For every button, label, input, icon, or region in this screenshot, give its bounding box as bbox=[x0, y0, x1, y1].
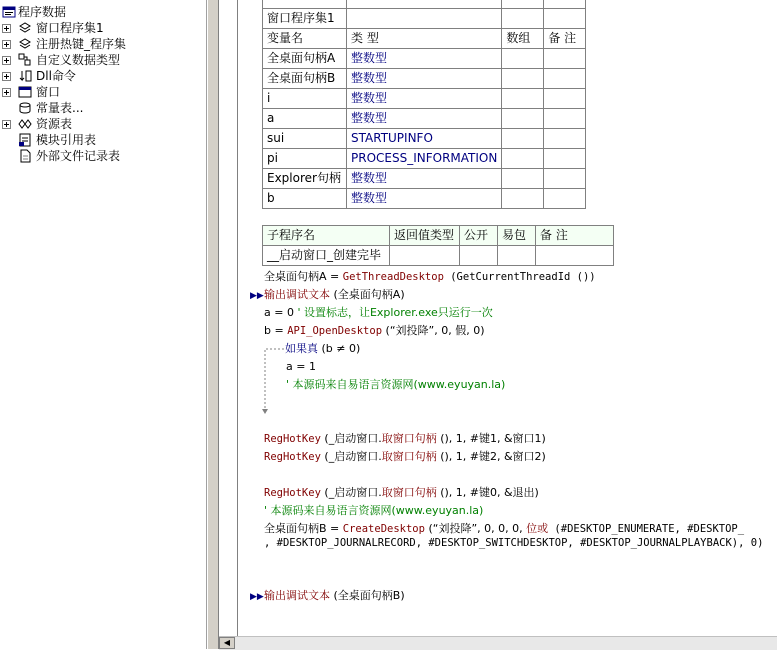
tree-item-label: 自定义数据类型 bbox=[36, 53, 121, 67]
resource-icon bbox=[18, 117, 32, 131]
table-row[interactable] bbox=[263, 189, 586, 209]
col-type: 类 型 bbox=[347, 29, 502, 49]
var-type[interactable]: STARTUPINFO bbox=[347, 129, 502, 149]
expand-icon[interactable] bbox=[2, 88, 11, 97]
var-name[interactable]: Explorer句柄 bbox=[263, 169, 347, 189]
table-row[interactable] bbox=[263, 49, 586, 69]
expand-icon[interactable] bbox=[2, 120, 11, 129]
tree-item-window[interactable] bbox=[2, 84, 202, 100]
col-return-type: 返回值类型 bbox=[390, 226, 460, 246]
col-sub-name: 子程序名 bbox=[263, 226, 390, 246]
window-icon bbox=[18, 85, 32, 99]
code-line[interactable]: RegHotKey (_启动窗口.取窗口句柄 (), 1, #键1, &窗口1) bbox=[264, 432, 546, 445]
datatype-icon bbox=[18, 53, 32, 67]
table-row[interactable] bbox=[263, 246, 614, 266]
expand-icon[interactable] bbox=[2, 24, 11, 33]
constant-icon bbox=[18, 101, 32, 115]
var-type[interactable]: 整数型 bbox=[347, 169, 502, 189]
assembly-icon bbox=[18, 37, 32, 51]
var-type[interactable]: 整数型 bbox=[347, 109, 502, 129]
table-row[interactable] bbox=[263, 69, 586, 89]
code-line[interactable]: RegHotKey (_启动窗口.取窗口句柄 (), 1, #键2, &窗口2) bbox=[264, 450, 546, 463]
code-line[interactable]: a = 0 ' 设置标志，让Explorer.exe只运行一次 bbox=[264, 306, 493, 319]
table-row bbox=[263, 0, 586, 9]
module-icon bbox=[18, 133, 32, 147]
scroll-left-icon[interactable]: ◀ bbox=[219, 637, 235, 649]
code-line[interactable]: 如果真 (b ≠ 0) bbox=[285, 342, 361, 355]
code-line-continuation[interactable]: , #DESKTOP_JOURNALRECORD, #DESKTOP_SWITCHDESKTOP, #DESKTOP_JOURNALPLAYBACK), 0) bbox=[264, 537, 764, 549]
editor-gutter bbox=[219, 0, 238, 649]
breakpoint-arrow-icon[interactable]: ▶▶ bbox=[250, 291, 264, 301]
code-line[interactable]: 输出调试文本 (全桌面句柄B) bbox=[264, 589, 405, 602]
table-row[interactable] bbox=[263, 149, 586, 169]
external-file-icon bbox=[18, 149, 32, 163]
var-name[interactable]: 全桌面句柄A bbox=[263, 49, 347, 69]
panel-splitter[interactable] bbox=[207, 0, 219, 649]
breakpoint-arrow-icon[interactable]: ▶▶ bbox=[250, 592, 264, 602]
assembly-name-row bbox=[263, 9, 586, 29]
var-name[interactable]: i bbox=[263, 89, 347, 109]
var-type[interactable]: 整数型 bbox=[347, 69, 502, 89]
var-name[interactable]: a bbox=[263, 109, 347, 129]
var-type[interactable]: 整数型 bbox=[347, 49, 502, 69]
tree-item-dll-commands[interactable] bbox=[2, 68, 202, 84]
dll-icon bbox=[18, 69, 32, 83]
table-row[interactable] bbox=[263, 89, 586, 109]
subroutine-table bbox=[262, 225, 614, 266]
col-remark: 备 注 bbox=[536, 226, 614, 246]
code-editor[interactable] bbox=[238, 0, 777, 636]
table-row[interactable] bbox=[263, 109, 586, 129]
col-array: 数组 bbox=[502, 29, 544, 49]
tree-item-label: 资源表 bbox=[36, 117, 73, 131]
col-var-name: 变量名 bbox=[263, 29, 347, 49]
var-name[interactable]: pi bbox=[263, 149, 347, 169]
project-tree-panel bbox=[0, 0, 207, 649]
code-line[interactable]: RegHotKey (_启动窗口.取窗口句柄 (), 1, #键0, &退出) bbox=[264, 486, 539, 499]
code-line[interactable]: b = API_OpenDesktop (“刘投降”, 0, 假, 0) bbox=[264, 324, 485, 337]
expand-icon[interactable] bbox=[2, 56, 11, 65]
var-type[interactable]: 整数型 bbox=[347, 189, 502, 209]
col-easy-pack: 易包 bbox=[498, 226, 536, 246]
tree-root-label: 程序数据 bbox=[18, 5, 67, 19]
tree-item-label: 外部文件记录表 bbox=[36, 149, 121, 163]
gutter-divider bbox=[237, 0, 238, 649]
code-line[interactable]: 全桌面句柄B = CreateDesktop (“刘投降”, 0, 0, 0, 位或 (#DESKTOP_ENUMERATE, #DESKTOP_ bbox=[264, 522, 745, 535]
assembly-variable-table bbox=[262, 0, 586, 209]
code-line[interactable]: 全桌面句柄A = GetThreadDesktop (GetCurrentThreadId ()) bbox=[264, 270, 596, 283]
expand-icon[interactable] bbox=[2, 72, 11, 81]
tree-item-resources[interactable] bbox=[2, 116, 202, 132]
subroutine-name[interactable]: __启动窗口_创建完毕 bbox=[263, 246, 390, 266]
var-type[interactable]: PROCESS_INFORMATION bbox=[347, 149, 502, 169]
code-line[interactable]: a = 1 bbox=[286, 360, 316, 373]
variable-header-row bbox=[263, 29, 586, 49]
tree-item-label: 窗口 bbox=[36, 85, 61, 99]
subroutine-header-row bbox=[263, 226, 614, 246]
var-type[interactable]: 整数型 bbox=[347, 89, 502, 109]
table-row[interactable] bbox=[263, 169, 586, 189]
tree-item-module-refs[interactable] bbox=[2, 132, 202, 148]
tree-item-label: 注册热键_程序集 bbox=[36, 37, 127, 51]
tree-item-hotkey-assembly[interactable] bbox=[2, 36, 202, 52]
code-line[interactable]: ' 本源码来自易语言资源网(www.eyuyan.la) bbox=[264, 504, 484, 517]
table-row[interactable] bbox=[263, 129, 586, 149]
tree-item-window-assembly[interactable] bbox=[2, 20, 202, 36]
code-line[interactable]: ' 本源码来自易语言资源网(www.eyuyan.la) bbox=[286, 378, 506, 391]
tree-item-custom-datatype[interactable] bbox=[2, 52, 202, 68]
expand-icon[interactable] bbox=[2, 40, 11, 49]
assembly-icon bbox=[18, 21, 32, 35]
code-line[interactable]: 输出调试文本 (全桌面句柄A) bbox=[264, 288, 405, 301]
assembly-name[interactable]: 窗口程序集1 bbox=[263, 9, 347, 29]
var-name[interactable]: b bbox=[263, 189, 347, 209]
horizontal-scrollbar[interactable] bbox=[219, 636, 777, 650]
tree-item-label: 模块引用表 bbox=[36, 133, 97, 147]
tree-item-label: 窗口程序集1 bbox=[36, 21, 104, 35]
col-public: 公开 bbox=[460, 226, 498, 246]
tree-item-label: 常量表... bbox=[36, 101, 84, 115]
var-name[interactable]: 全桌面句柄B bbox=[263, 69, 347, 89]
tree-item-constants[interactable] bbox=[2, 100, 202, 116]
program-data-icon bbox=[2, 5, 16, 19]
tree-item-external-files[interactable] bbox=[2, 148, 202, 164]
col-remark: 备 注 bbox=[544, 29, 586, 49]
var-name[interactable]: sui bbox=[263, 129, 347, 149]
tree-item-label: Dll命令 bbox=[36, 69, 76, 83]
